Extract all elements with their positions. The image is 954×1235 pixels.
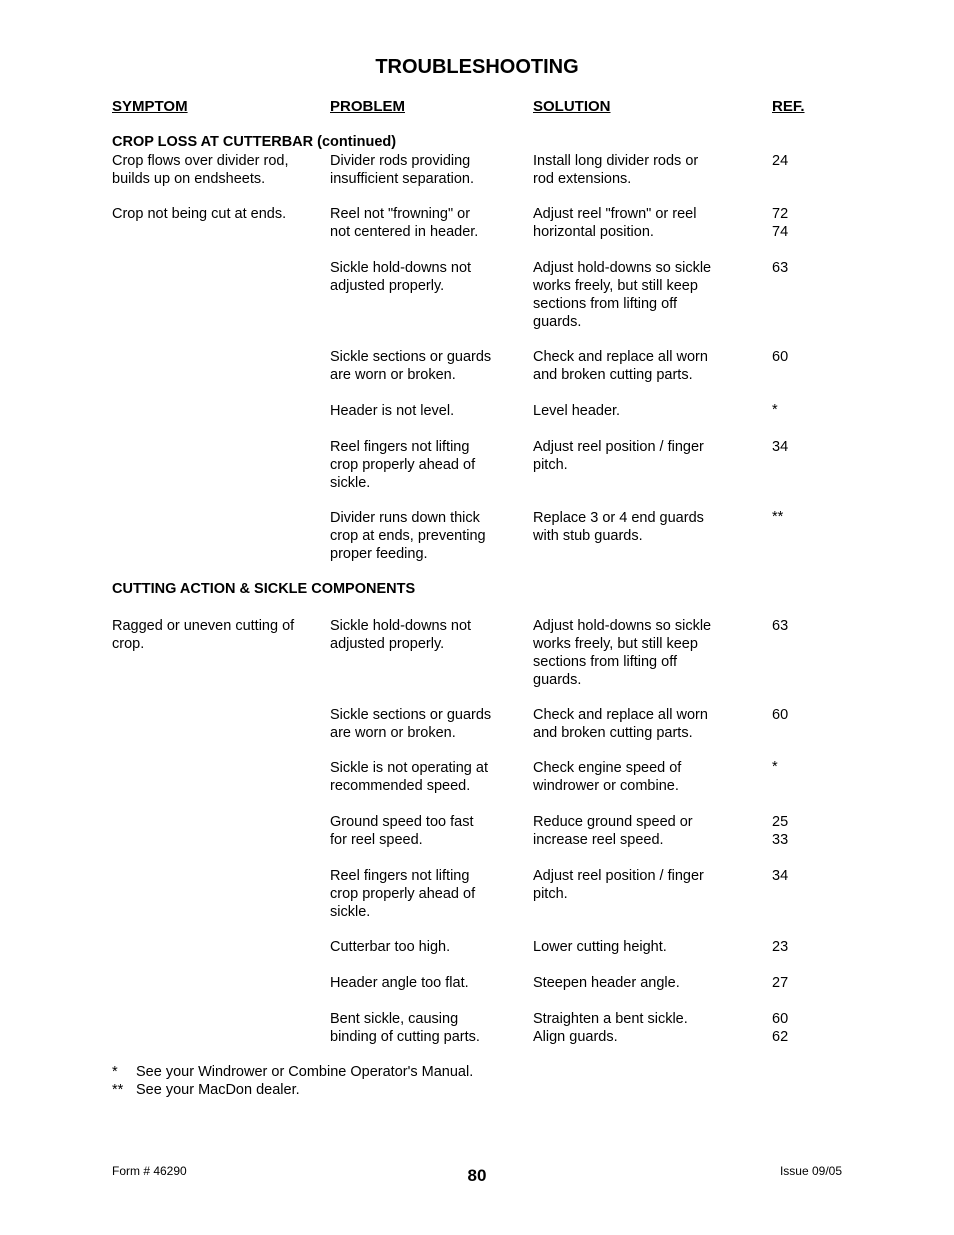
problem-cell: Sickle hold-downs not adjusted properly.	[330, 618, 472, 652]
solution-cell: Reduce ground speed or increase reel speed.	[533, 814, 693, 848]
section-crop-loss: CROP LOSS AT CUTTERBAR (continued)	[112, 134, 397, 150]
ref-cell: *	[772, 759, 778, 775]
symptom-cell: Crop not being cut at ends.	[112, 206, 287, 222]
solution-cell: Level header.	[533, 403, 621, 419]
solution-cell: Lower cutting height.	[533, 939, 667, 955]
solution-cell: Straighten a bent sickle. Align guards.	[533, 1011, 688, 1045]
solution-cell: Replace 3 or 4 end guards with stub guards.	[533, 510, 704, 544]
footnote-mark: *	[112, 1064, 118, 1080]
ref-cell: 60 62	[772, 1011, 789, 1045]
solution-cell: Install long divider rods or rod extensions.	[533, 153, 699, 187]
symptom-cell: Ragged or uneven cutting of crop.	[112, 618, 295, 652]
ref-cell: 63	[772, 260, 789, 276]
problem-cell: Sickle sections or guards are worn or broken.	[330, 349, 492, 383]
ref-cell: 63	[772, 618, 789, 634]
header-ref: REF.	[772, 98, 805, 115]
page-title: TROUBLESHOOTING	[375, 56, 579, 78]
problem-cell: Bent sickle, causing binding of cutting parts.	[330, 1011, 480, 1045]
header-symptom: SYMPTOM	[112, 98, 188, 115]
ref-cell: 60	[772, 349, 789, 365]
problem-cell: Reel fingers not lifting crop properly ahead of sickle.	[330, 439, 476, 491]
header-solution: SOLUTION	[533, 98, 611, 115]
problem-cell: Sickle sections or guards are worn or broken.	[330, 707, 492, 741]
symptom-cell: Crop flows over divider rod, builds up on endsheets.	[112, 153, 289, 187]
solution-cell: Adjust reel position / finger pitch.	[533, 439, 704, 473]
solution-cell: Check and replace all worn and broken cutting parts.	[533, 707, 708, 741]
ref-cell: *	[772, 402, 778, 418]
ref-cell: 34	[772, 439, 789, 455]
problem-cell: Header angle too flat.	[330, 975, 469, 991]
ref-cell: 25 33	[772, 814, 789, 848]
ref-cell: 72 74	[772, 206, 789, 240]
problem-cell: Cutterbar too high.	[330, 939, 451, 955]
form-number: Form # 46290	[112, 1164, 187, 1178]
footnote-mark: **	[112, 1082, 124, 1098]
ref-cell: 34	[772, 868, 789, 884]
section-cutting-action: CUTTING ACTION & SICKLE COMPONENTS	[112, 581, 416, 597]
problem-cell: Divider rods providing insufficient separation.	[330, 153, 475, 187]
ref-cell: **	[772, 509, 784, 525]
problem-cell: Header is not level.	[330, 403, 455, 419]
ref-cell: 27	[772, 975, 789, 991]
problem-cell: Ground speed too fast for reel speed.	[330, 814, 474, 848]
solution-cell: Adjust reel "frown" or reel horizontal position.	[533, 206, 697, 240]
solution-cell: Check engine speed of windrower or combine.	[533, 760, 682, 794]
solution-cell: Adjust hold-downs so sickle works freely, but still keep sections from lifting off guards.	[533, 260, 712, 330]
footnote-single-asterisk	[112, 1063, 473, 1081]
solution-cell: Adjust reel position / finger pitch.	[533, 868, 704, 902]
ref-cell: 23	[772, 939, 789, 955]
problem-cell: Reel not "frowning" or not centered in header.	[330, 206, 479, 240]
solution-cell: Check and replace all worn and broken cutting parts.	[533, 349, 708, 383]
page-number: 80	[467, 1166, 487, 1185]
problem-cell: Sickle is not operating at recommended speed.	[330, 760, 488, 794]
solution-cell: Steepen header angle.	[533, 975, 680, 991]
issue-date: Issue 09/05	[779, 1164, 842, 1178]
problem-cell: Reel fingers not lifting crop properly ahead of sickle.	[330, 868, 476, 920]
footnote-text: See your MacDon dealer.	[136, 1082, 300, 1098]
ref-cell: 60	[772, 707, 789, 723]
footnote-text: See your Windrower or Combine Operator's Manual.	[136, 1064, 474, 1080]
ref-cell: 24	[772, 153, 789, 169]
header-problem: PROBLEM	[330, 98, 405, 115]
footnote-double-asterisk	[112, 1081, 300, 1099]
problem-cell: Sickle hold-downs not adjusted properly.	[330, 260, 472, 294]
solution-cell: Adjust hold-downs so sickle works freely, but still keep sections from lifting off guards.	[533, 618, 712, 688]
problem-cell: Divider runs down thick crop at ends, preventing proper feeding.	[330, 510, 486, 562]
